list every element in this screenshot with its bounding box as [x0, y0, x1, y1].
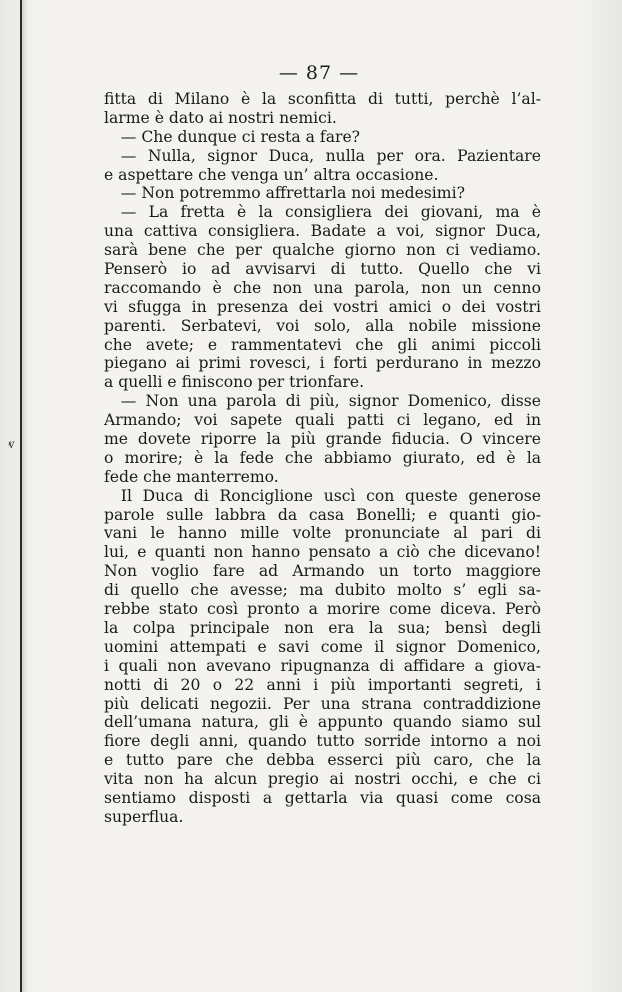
text-line: sentiamo disposti a gettarla via quasi come cosa: [104, 788, 541, 807]
text-line: vi sfugga in presenza dei vostri amici o dei vostri: [104, 297, 541, 316]
binding-shadow: [22, 0, 28, 992]
text-line: parenti. Serbatevi, voi solo, alla nobile missione: [104, 316, 541, 335]
text-line: dell’umana natura, gli è appunto quando siamo sul: [104, 713, 541, 732]
margin-mark: ⱴ: [8, 436, 15, 452]
text-line: — Che dunque ci resta a fare?: [120, 127, 361, 146]
text-line: la colpa principale non era la sua; bensì degli: [104, 618, 541, 637]
body-text: [104, 90, 541, 827]
text-line: e tutto pare che debba esserci più caro, che la: [104, 751, 541, 770]
text-line: raccomando è che non una parola, non un cenno: [104, 278, 541, 297]
text-line: Armando; voi sapete quali patti ci legano, ed in: [104, 411, 541, 430]
text-line: e aspettare che venga un’ altra occasione.: [104, 165, 439, 184]
text-line: fede che manterremo.: [104, 467, 279, 486]
text-line: — La fretta è la consigliera dei giovani, ma è: [120, 203, 541, 222]
text-line: fitta di Milano è la sconfitta di tutti, perchè l’al-: [104, 90, 541, 108]
text-line: o morire; è la fede che abbiamo giurato, ed è la: [104, 448, 541, 467]
text-line: Il Duca di Ronciglione uscì con queste generose: [120, 486, 541, 505]
text-line: sarà bene che per qualche giorno non ci vediamo.: [104, 241, 541, 260]
text-line: a quelli e finiscono per trionfare.: [104, 373, 365, 392]
text-line: vani le hanno mille volte pronunciate al pari di: [104, 524, 541, 543]
text-line: piegano ai primi rovesci, i forti perdurano in mezzo: [104, 354, 541, 373]
text-line: di quello che avesse; ma dubito molto s’ egli sa-: [104, 581, 541, 600]
text-line: — Nulla, signor Duca, nulla per ora. Pazientare: [120, 146, 541, 165]
text-line: vita non ha alcun pregio ai nostri occhi, e che ci: [104, 770, 541, 789]
text-line: Penserò io ad avvisarvi di tutto. Quello che vi: [104, 260, 541, 279]
page-number: — 87 —: [278, 62, 360, 84]
text-line: lui, e quanti non hanno pensato a ciò che dicevano!: [104, 543, 541, 562]
text-line: — Non una parola di più, signor Domenico, disse: [120, 392, 541, 411]
text-line: i quali non avevano ripugnanza di affidare a giova-: [104, 656, 541, 675]
text-line: una cattiva consigliera. Badate a voi, signor Duca,: [104, 222, 541, 241]
text-line: — Non potremmo affrettarla noi medesimi?: [120, 184, 465, 203]
text-line: larme è dato ai nostri nemici.: [104, 108, 337, 127]
text-line: Non voglio fare ad Armando un torto maggiore: [104, 562, 541, 581]
text-line: più delicati negozii. Per una strana contraddizione: [104, 694, 541, 713]
text-line: rebbe stato così pronto a morire come diceva. Però: [104, 600, 541, 619]
text-line: fiore degli anni, quando tutto sorride intorno a noi: [104, 732, 541, 751]
text-line: notti di 20 o 22 anni i più importanti segreti, i: [104, 675, 541, 694]
text-line: me dovete riporre la più grande fiducia. O vincere: [104, 430, 541, 449]
text-line: parole sulle labbra da casa Bonelli; e quanti gio-: [104, 505, 541, 524]
text-line: superflua.: [104, 807, 184, 826]
text-line: che avete; e rammentatevi che gli animi piccoli: [104, 335, 541, 354]
text-line: uomini attempati e savi come il signor Domenico,: [104, 637, 541, 656]
